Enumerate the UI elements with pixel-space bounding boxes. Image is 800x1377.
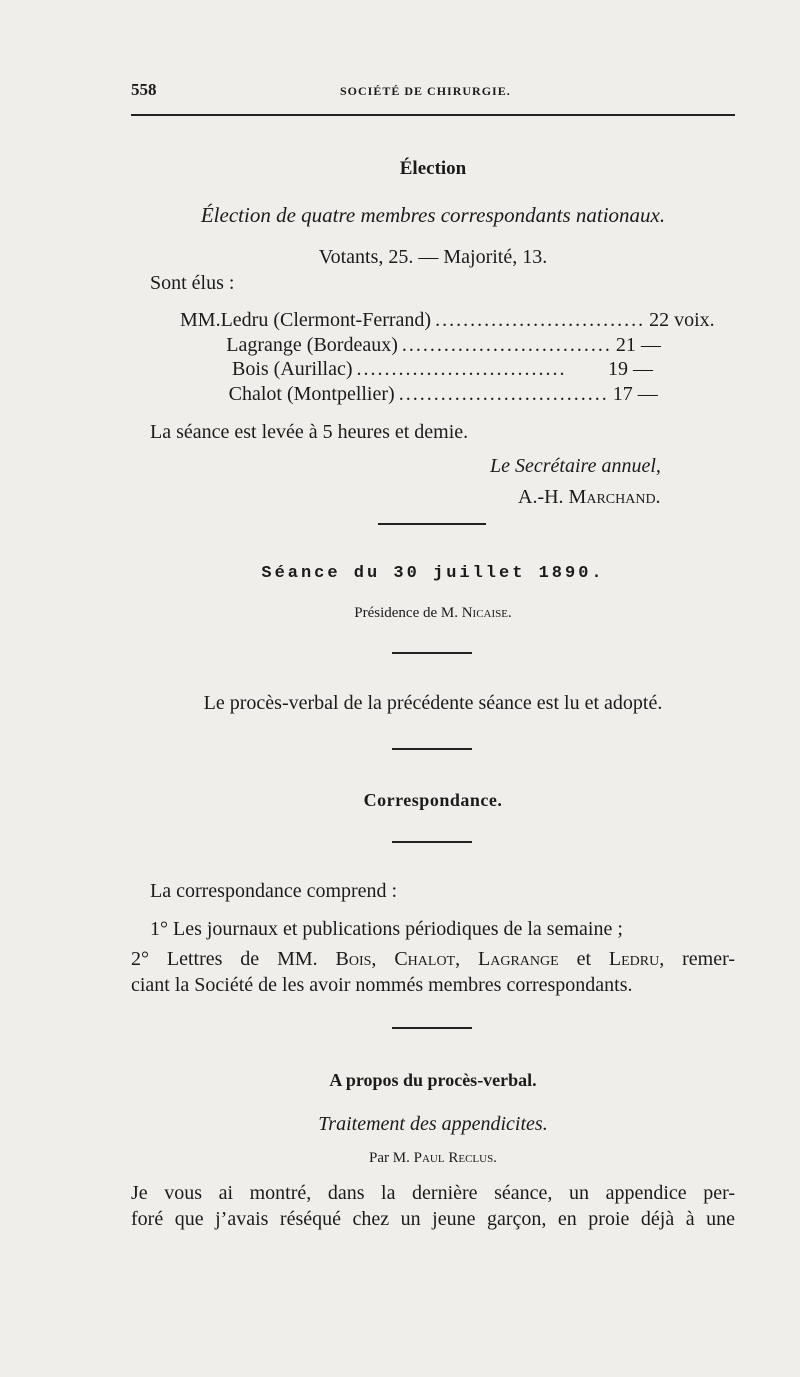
result-name: Bois (Aurillac) bbox=[232, 358, 353, 380]
correspondence-item-1: 1° Les journaux et publications périodiques de la semaine ; bbox=[150, 918, 623, 940]
section-rule bbox=[392, 652, 472, 654]
result-row bbox=[180, 309, 715, 335]
result-name: Chalot (Montpellier) bbox=[228, 383, 395, 405]
result-votes: 21 — bbox=[615, 334, 661, 356]
result-name: Lagrange (Bordeaux) bbox=[226, 334, 398, 356]
closing-text: La séance est levée à 5 heures et demie. bbox=[150, 421, 469, 443]
result-name: Ledru (Clermont-Ferrand) bbox=[220, 309, 432, 331]
election-heading: Élection bbox=[399, 158, 467, 179]
section-rule bbox=[378, 523, 486, 525]
section-rule bbox=[392, 841, 472, 843]
correspondence-intro: La correspondance comprend : bbox=[150, 880, 398, 902]
article-line-2: foré que j’avais réséqué chez un jeune garçon, en proie déjà à une bbox=[131, 1208, 735, 1230]
article-line-1: Je vous ai montré, dans la dernière séance, un appendice per- bbox=[131, 1182, 735, 1204]
dot-leader: .............................. bbox=[356, 358, 567, 380]
elected-label: Sont élus : bbox=[150, 272, 235, 294]
election-tally: Votants, 25. — Majorité, 13. bbox=[318, 246, 548, 268]
header-rule bbox=[131, 114, 735, 116]
article-author: Par M. Paul Reclus. bbox=[369, 1150, 497, 1166]
result-votes: 17 — bbox=[612, 383, 658, 405]
signature-title: Le Secrétaire annuel, bbox=[490, 455, 661, 477]
article-title: Traitement des appendicites. bbox=[318, 1113, 548, 1135]
correspondence-heading: Correspondance. bbox=[363, 790, 503, 810]
correspondence-item-2-cont: ciant la Société de les avoir nommés membres correspondants. bbox=[131, 974, 633, 996]
result-row bbox=[180, 383, 680, 409]
page-number: 558 bbox=[131, 80, 157, 99]
signature-name: A.-H. Marchand. bbox=[518, 486, 661, 508]
session-heading: Séance du 30 juillet 1890. bbox=[261, 564, 605, 583]
running-title: SOCIÉTÉ DE CHIRURGIE. bbox=[340, 84, 511, 98]
dot-leader: .............................. bbox=[401, 334, 612, 356]
correspondence-item-2: 2° Lettres de MM. Bois, Chalot, Lagrange et Ledru, remer- bbox=[131, 948, 735, 970]
result-votes: 22 voix. bbox=[649, 309, 715, 331]
result-row bbox=[180, 334, 680, 360]
dot-leader: .............................. bbox=[398, 383, 609, 405]
result-votes: 19 — bbox=[608, 358, 653, 380]
minutes-text: Le procès-verbal de la précédente séance est lu et adopté. bbox=[203, 692, 663, 714]
mm-prefix: MM. bbox=[180, 309, 221, 331]
result-row bbox=[180, 358, 680, 384]
section-rule bbox=[392, 1027, 472, 1029]
presidency-line: Présidence de M. Nicaise. bbox=[354, 605, 512, 621]
section-rule bbox=[392, 748, 472, 750]
election-subheading: Élection de quatre membres correspondants nationaux. bbox=[200, 203, 666, 227]
dot-leader: .............................. bbox=[435, 309, 646, 331]
about-minutes-heading: A propos du procès-verbal. bbox=[329, 1070, 537, 1090]
